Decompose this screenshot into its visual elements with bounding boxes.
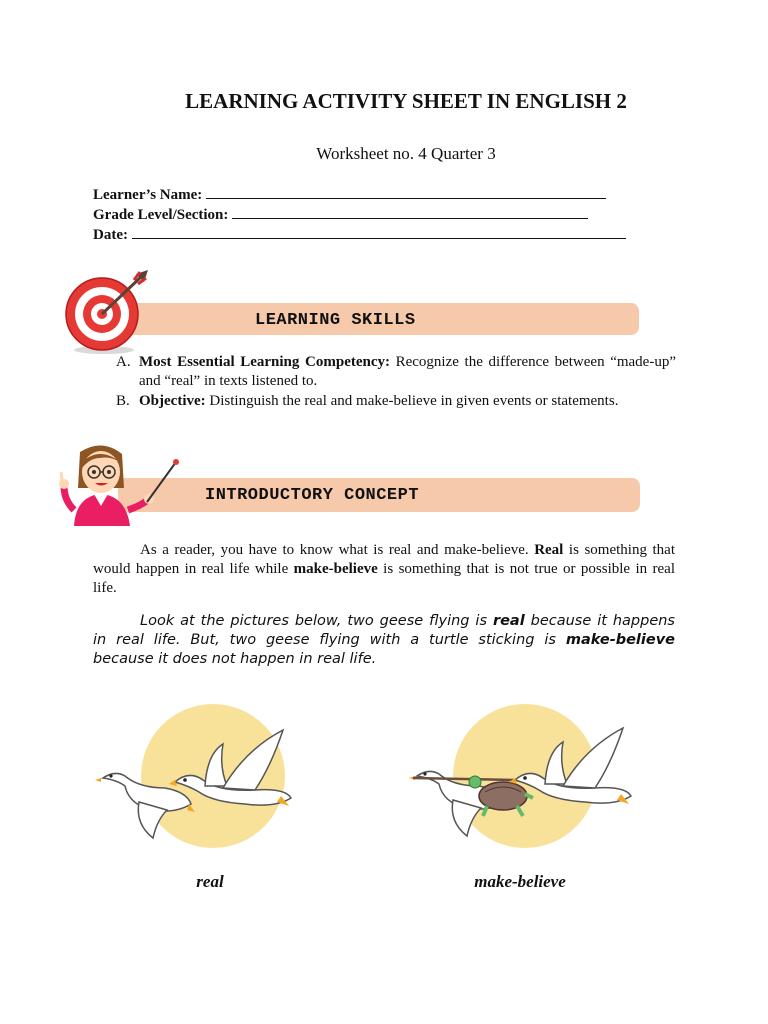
list-marker: A. bbox=[116, 354, 131, 370]
field-label: Grade Level/Section: bbox=[93, 207, 229, 223]
learner-info-fields bbox=[93, 185, 626, 245]
intro-text: As a reader, you have to know what is real and make-believe. bbox=[140, 542, 535, 558]
date-blank[interactable] bbox=[132, 225, 626, 239]
geese-flying-picture bbox=[95, 700, 315, 850]
learning-skills-heading: LEARNING SKILLS bbox=[255, 311, 416, 330]
intro-text: is something that is not true or possible in real life. bbox=[93, 561, 676, 596]
caption-make-believe: make-believe bbox=[474, 872, 566, 891]
term-real: real bbox=[492, 613, 525, 629]
grade-section-blank[interactable] bbox=[232, 205, 588, 219]
field-label: Date: bbox=[93, 227, 128, 243]
skill-label: Most Essential Learning Competency: bbox=[139, 354, 390, 370]
instruction-text: because it happens in real life. But, two geese flying with a turtle sticking is bbox=[93, 613, 675, 648]
skill-text: Recognize the difference between “made-up” and “real” in texts listened to. bbox=[139, 354, 676, 389]
list-marker: B. bbox=[116, 393, 130, 409]
target-arrow-icon bbox=[62, 268, 152, 358]
grade-section-field bbox=[93, 205, 626, 225]
term-real: Real bbox=[534, 542, 564, 558]
field-label: Learner’s Name: bbox=[93, 187, 203, 203]
teacher-pointer-icon bbox=[52, 440, 182, 530]
term-make-believe: make-believe bbox=[293, 561, 378, 577]
worksheet-title: LEARNING ACTIVITY SHEET IN ENGLISH 2 bbox=[185, 89, 627, 113]
caption-real: real bbox=[196, 872, 224, 891]
term-make-believe: make-believe bbox=[565, 632, 675, 648]
date-field bbox=[93, 225, 626, 245]
instruction-text: Look at the pictures below, two geese flying is bbox=[140, 613, 493, 629]
pictures-instruction bbox=[93, 612, 675, 669]
instruction-text: because it does not happen in real life. bbox=[93, 651, 377, 667]
list-item bbox=[108, 392, 676, 411]
learner-name-field bbox=[93, 185, 626, 205]
learning-skills-list bbox=[108, 353, 676, 412]
list-item bbox=[108, 353, 676, 391]
intro-paragraph bbox=[93, 541, 675, 598]
skill-text: Distinguish the real and make-believe in given events or statements. bbox=[205, 393, 619, 409]
worksheet-subtitle: Worksheet no. 4 Quarter 3 bbox=[316, 144, 496, 163]
geese-carrying-turtle-picture bbox=[405, 700, 645, 850]
learner-name-blank[interactable] bbox=[206, 185, 606, 199]
intro-text: is something that would happen in real life while bbox=[93, 542, 676, 577]
introductory-concept-heading: INTRODUCTORY CONCEPT bbox=[205, 486, 420, 505]
skill-label: Objective: bbox=[139, 393, 206, 409]
